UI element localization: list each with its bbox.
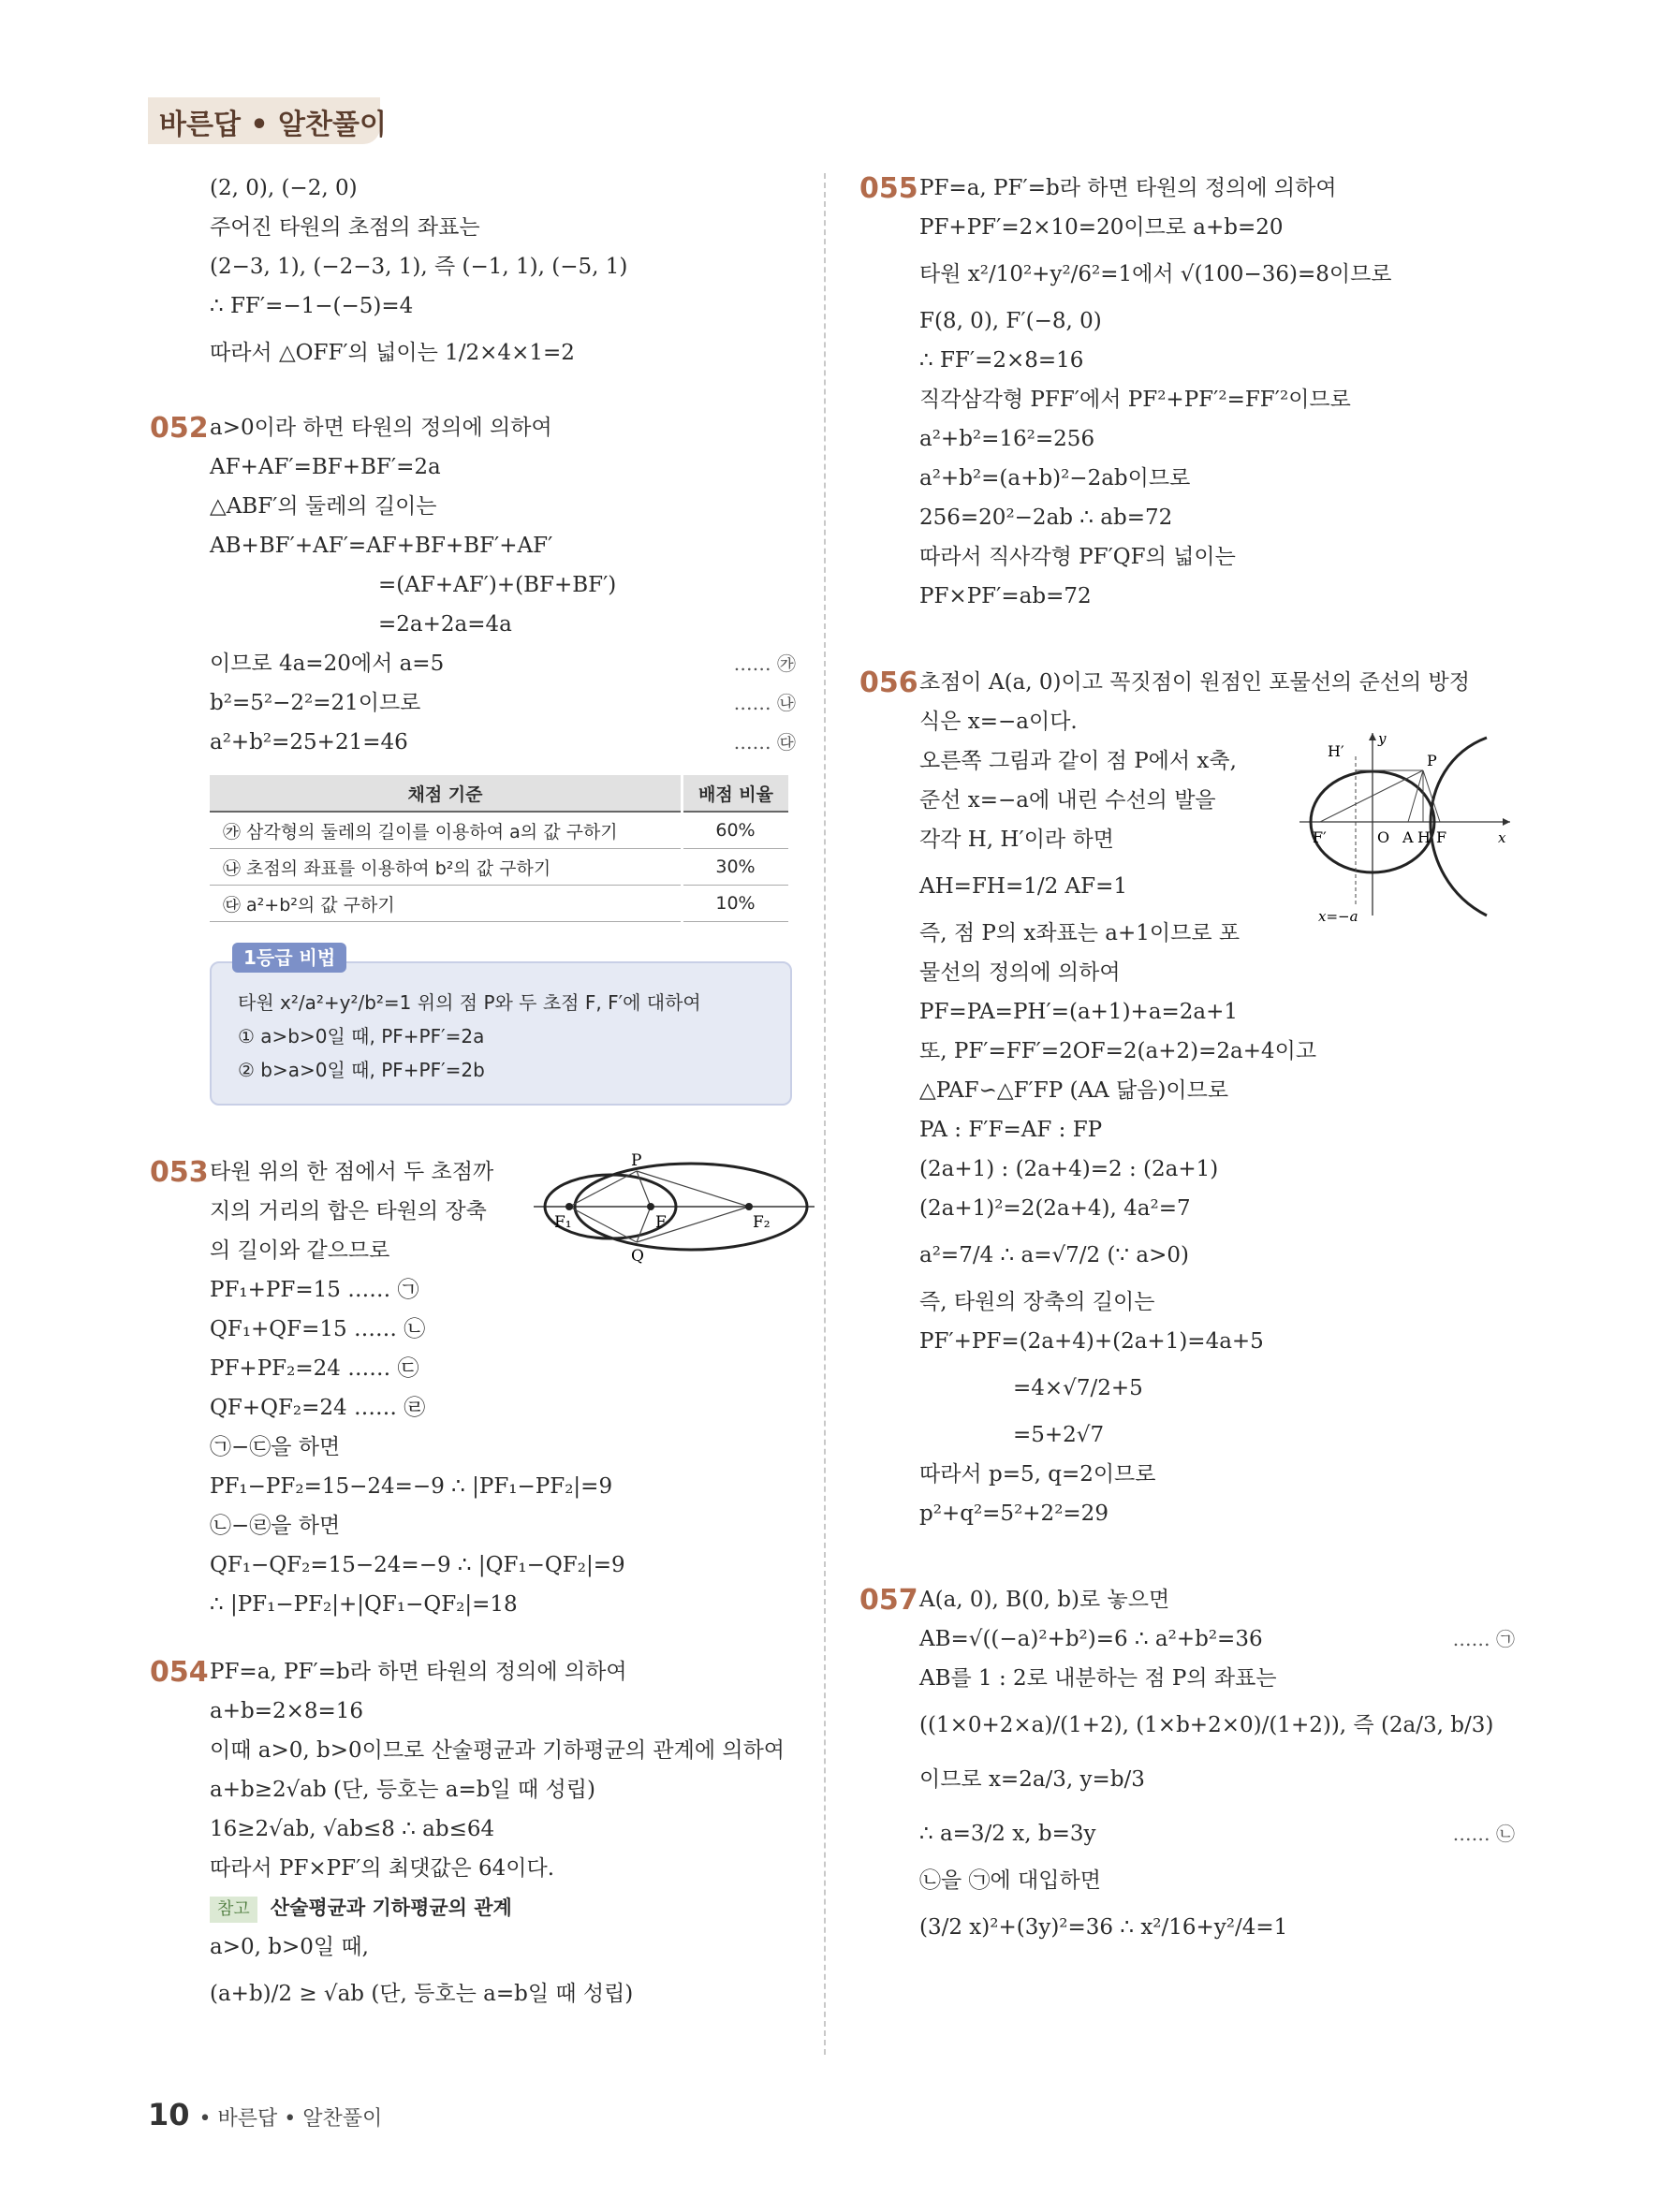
table-row bbox=[210, 812, 788, 849]
fig-label: x=−a bbox=[1318, 908, 1358, 925]
fig-label: P bbox=[1427, 752, 1437, 769]
text-line: PF=a, PF′=b라 하면 타원의 정의에 의하여 bbox=[210, 1660, 627, 1684]
text-line: AF+AF′=BF+BF′=2a bbox=[210, 455, 441, 479]
text-line: 직각삼각형 PFF′에서 PF²+PF′²=FF′²이므로 bbox=[919, 388, 1351, 412]
text-line: 오른쪽 그림과 같이 점 P에서 x축, bbox=[919, 749, 1237, 773]
text-line: (2, 0), (−2, 0) bbox=[210, 176, 358, 200]
fig-label: F₁ bbox=[554, 1213, 572, 1232]
step-mark: …… ㉯ bbox=[733, 692, 796, 714]
table-header: 배점 비율 bbox=[683, 775, 789, 812]
text-line: 따라서 직사각형 PF′QF의 넓이는 bbox=[919, 545, 1236, 569]
text-line: 이때 a>0, b>0이므로 산술평균과 기하평균의 관계에 의하여 bbox=[210, 1738, 785, 1763]
text-line: …… ㉯ b²=5²−2²=21이므로 bbox=[210, 683, 796, 723]
text-line: 식은 x=−a이다. bbox=[919, 710, 1078, 734]
text-line: 각각 H, H′이라 하면 bbox=[919, 828, 1114, 852]
text-line: =(AF+AF′)+(BF+BF′) bbox=[378, 573, 617, 597]
text-line: =4×√7/2+5 bbox=[1013, 1376, 1143, 1400]
problem-number: 057 bbox=[859, 1584, 918, 1617]
fig-label: Q bbox=[631, 1247, 644, 1265]
solution-052 bbox=[150, 408, 796, 1106]
text-line: QF₁−QF₂=15−24=−9 ∴ |QF₁−QF₂|=9 bbox=[210, 1553, 625, 1577]
text-line: 의 길이와 같으므로 bbox=[210, 1238, 390, 1263]
table-cell: ㉮ 삼각형의 둘레의 길이를 이용하여 a의 값 구하기 bbox=[210, 812, 683, 849]
text-line: PF₁−PF₂=15−24=−9 ∴ |PF₁−PF₂|=9 bbox=[210, 1474, 613, 1499]
table-cell: ㉰ a²+b²의 값 구하기 bbox=[210, 886, 683, 922]
problem-number: 053 bbox=[150, 1156, 209, 1189]
text-line: PF×PF′=ab=72 bbox=[919, 584, 1092, 608]
reference-heading bbox=[210, 1888, 796, 1927]
problem-number: 054 bbox=[150, 1656, 209, 1689]
text-line: a>0이라 하면 타원의 정의에 의하여 bbox=[210, 416, 552, 440]
text-line: ㉡−㉣을 하면 bbox=[210, 1514, 341, 1538]
problem-number: 056 bbox=[859, 667, 918, 699]
text-line: 물선의 정의에 의하여 bbox=[919, 960, 1121, 985]
text-line: ㉠−㉢을 하면 bbox=[210, 1435, 341, 1459]
page-footer bbox=[148, 2097, 382, 2132]
left-column bbox=[150, 168, 796, 2049]
text-line: ㉡을 ㉠에 대입하면 bbox=[919, 1868, 1101, 1893]
text-line: 따라서 p=5, q=2이므로 bbox=[919, 1462, 1156, 1487]
text-line: 초점이 A(a, 0)이고 꼭짓점이 원점인 포물선의 준선의 방정 bbox=[919, 670, 1470, 695]
text-line: 즉, 점 P의 x좌표는 a+1이므로 포 bbox=[919, 921, 1241, 945]
text-line: a²=7/4 ∴ a=√7/2 (∵ a>0) bbox=[919, 1243, 1189, 1267]
text-line: 따라서 PF×PF′의 최댓값은 64이다. bbox=[210, 1856, 555, 1881]
ellipse-parabola-figure bbox=[1299, 728, 1515, 925]
reference-title: 산술평균과 기하평균의 관계 bbox=[270, 1897, 512, 1919]
tip-box bbox=[210, 946, 792, 1106]
reference-tag: 참고 bbox=[210, 1897, 257, 1923]
text-line: 타원 위의 한 점에서 두 초점까 bbox=[210, 1160, 494, 1184]
text-line: 주어진 타원의 초점의 좌표는 bbox=[210, 215, 480, 240]
fig-label: P bbox=[631, 1152, 642, 1170]
text-line: ∴ FF′=−1−(−5)=4 bbox=[210, 294, 414, 318]
solution-056 bbox=[859, 663, 1515, 1533]
text-line: 따라서 △OFF′의 넓이는 1/2×4×1=2 bbox=[210, 341, 575, 365]
table-cell: ㉯ 초점의 좌표를 이용하여 b²의 값 구하기 bbox=[210, 849, 683, 886]
step-mark: …… ㉠ bbox=[1452, 1628, 1515, 1650]
text-line: ∴ FF′=2×8=16 bbox=[919, 348, 1084, 373]
table-row bbox=[210, 849, 788, 886]
text-line: …… ㉠ AB=√((−a)²+b²)=6 ∴ a²+b²=36 bbox=[919, 1619, 1515, 1659]
text-line: 256=20²−2ab ∴ ab=72 bbox=[919, 505, 1173, 530]
text-line: …… ㉮ 이므로 4a=20에서 a=5 bbox=[210, 644, 796, 683]
text-line: …… ㉰ a²+b²=25+21=46 bbox=[210, 723, 796, 762]
text-line: p²+q²=5²+2²=29 bbox=[919, 1502, 1108, 1526]
fig-label: H′ bbox=[1328, 742, 1344, 760]
problem-number: 052 bbox=[150, 412, 209, 445]
text-line: a+b≥2√ab (단, 등호는 a=b일 때 성립) bbox=[210, 1778, 595, 1802]
table-cell: 30% bbox=[683, 849, 789, 886]
step-mark: …… ㉰ bbox=[733, 731, 796, 754]
problem-number: 055 bbox=[859, 172, 918, 205]
text-line: (3/2 x)²+(3y)²=36 ∴ x²/16+y²/4=1 bbox=[919, 1915, 1288, 1940]
text-line: PF=PA=PH′=(a+1)+a=2a+1 bbox=[919, 1000, 1239, 1024]
text-line: AB+BF′+AF′=AF+BF+BF′+AF′ bbox=[210, 534, 553, 558]
table-cell: 10% bbox=[683, 886, 789, 922]
right-column bbox=[859, 168, 1515, 1983]
text-line: F(8, 0), F′(−8, 0) bbox=[919, 309, 1102, 333]
solution-055 bbox=[859, 168, 1515, 616]
fig-label: F₂ bbox=[753, 1213, 771, 1232]
text-line: 16≥2√ab, √ab≤8 ∴ ab≤64 bbox=[210, 1817, 495, 1841]
solution-054 bbox=[150, 1652, 796, 2021]
text-line: 지의 거리의 합은 타원의 장축 bbox=[210, 1199, 487, 1223]
table-cell: 60% bbox=[683, 812, 789, 849]
text-line: PF₁+PF=15 …… ㉠ bbox=[210, 1278, 419, 1302]
text-line: 즉, 타원의 장축의 길이는 bbox=[919, 1290, 1155, 1314]
text-line: (2a+1)²=2(2a+4), 4a²=7 bbox=[919, 1196, 1191, 1221]
text-line: PF=a, PF′=b라 하면 타원의 정의에 의하여 bbox=[919, 176, 1337, 200]
text-line: 또, PF′=FF′=2OF=2(a+2)=2a+4이고 bbox=[919, 1039, 1317, 1063]
text-line: a>0, b>0일 때, bbox=[210, 1935, 369, 1959]
text-line: AB를 1 : 2로 내분하는 점 P의 좌표는 bbox=[919, 1666, 1277, 1691]
tip-line: ① a>b>0일 때, PF+PF′=2a bbox=[238, 1025, 485, 1047]
header-tab bbox=[148, 97, 387, 144]
text-line: (2a+1) : (2a+4)=2 : (2a+1) bbox=[919, 1157, 1219, 1181]
text-line: =2a+2a=4a bbox=[378, 612, 512, 637]
fig-label: y bbox=[1378, 730, 1387, 747]
text-line: △ABF′의 둘레의 길이는 bbox=[210, 494, 437, 519]
text-line: 타원 x²/10²+y²/6²=1에서 √(100−36)=8이므로 bbox=[919, 262, 1392, 286]
tip-line: ② b>a>0일 때, PF+PF′=2b bbox=[238, 1059, 485, 1081]
tip-line: 타원 x²/a²+y²/b²=1 위의 점 P와 두 초점 F, F′에 대하여 bbox=[238, 991, 701, 1014]
text-line: △PAF∽△F′FP (AA 닮음)이므로 bbox=[919, 1078, 1229, 1103]
page-number: 10 bbox=[148, 2097, 190, 2132]
two-ellipses-figure bbox=[534, 1152, 815, 1265]
text-line: (2−3, 1), (−2−3, 1), 즉 (−1, 1), (−5, 1) bbox=[210, 255, 628, 279]
grading-table bbox=[210, 775, 788, 922]
text-line: ∴ |PF₁−PF₂|+|QF₁−QF₂|=18 bbox=[210, 1592, 518, 1617]
text-line: ((1×0+2×a)/(1+2), (1×b+2×0)/(1+2)), 즉 (2a/3, b/3) bbox=[919, 1713, 1494, 1737]
column-divider bbox=[824, 173, 826, 2055]
step-mark: …… ㉮ bbox=[733, 652, 796, 675]
text-line: 이므로 x=2a/3, y=b/3 bbox=[919, 1767, 1145, 1792]
text-line: QF+QF₂=24 …… ㉣ bbox=[210, 1396, 426, 1420]
text-line: =5+2√7 bbox=[1013, 1423, 1105, 1447]
fig-label: F bbox=[655, 1213, 667, 1232]
header-title: 바른답 • 알찬풀이 bbox=[159, 109, 387, 141]
solution-057 bbox=[859, 1580, 1515, 1955]
text-line: PF+PF′=2×10=20이므로 a+b=20 bbox=[919, 215, 1284, 240]
fig-label: O bbox=[1377, 828, 1390, 846]
text-line: a²+b²=(a+b)²−2ab이므로 bbox=[919, 466, 1191, 491]
fig-label: H bbox=[1417, 828, 1431, 846]
solution-053 bbox=[150, 1152, 796, 1624]
text-line: (a+b)/2 ≥ √ab (단, 등호는 a=b일 때 성립) bbox=[210, 1982, 634, 2006]
text-line: a+b=2×8=16 bbox=[210, 1699, 364, 1723]
text-line: …… ㉡ ∴ a=3/2 x, b=3y bbox=[919, 1807, 1515, 1861]
footer-text: • 바른답 • 알찬풀이 bbox=[198, 2107, 383, 2131]
table-row bbox=[210, 886, 788, 922]
fig-label: F′ bbox=[1313, 828, 1327, 846]
fig-label: F bbox=[1436, 828, 1447, 846]
text-line: PF′+PF=(2a+4)+(2a+1)=4a+5 bbox=[919, 1329, 1264, 1354]
text-line: PF+PF₂=24 …… ㉢ bbox=[210, 1356, 419, 1381]
text-line: A(a, 0), B(0, b)로 놓으면 bbox=[919, 1588, 1170, 1612]
text-line: a²+b²=16²=256 bbox=[919, 427, 1095, 451]
solution-051-tail bbox=[150, 168, 796, 380]
step-mark: …… ㉡ bbox=[1452, 1823, 1515, 1845]
fig-label: A bbox=[1402, 828, 1414, 846]
tip-tag: 1등급 비법 bbox=[232, 943, 346, 973]
fig-label: x bbox=[1498, 829, 1506, 846]
text-line: 준선 x=−a에 내린 수선의 발을 bbox=[919, 788, 1216, 813]
text-line: PA : F′F=AF : FP bbox=[919, 1118, 1103, 1142]
text-line: AH=FH=1/2 AF=1 bbox=[919, 874, 1128, 899]
text-line: QF₁+QF=15 …… ㉡ bbox=[210, 1317, 426, 1341]
table-header: 채점 기준 bbox=[210, 775, 683, 812]
